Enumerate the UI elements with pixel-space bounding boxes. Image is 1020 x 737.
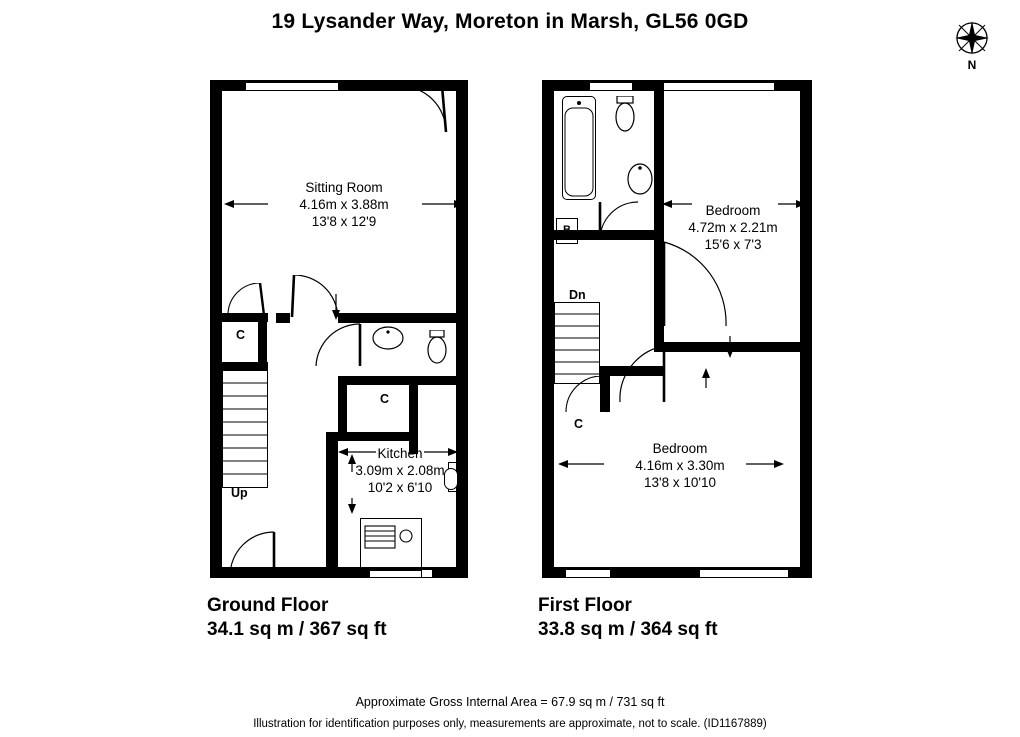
ff-room-bedroom-1 <box>648 202 818 253</box>
page-title: 19 Lysander Way, Moreton in Marsh, GL56 0GD <box>271 10 749 33</box>
ff-window-top-left <box>590 82 632 91</box>
gf-counter <box>362 570 422 578</box>
gf-door-wc <box>314 322 364 366</box>
gross-area-note: Approximate Gross Internal Area = 67.9 sq m / 731 sq ft <box>355 695 665 709</box>
compass-north-label: N <box>967 58 977 72</box>
ground-floor-name: Ground Floor <box>207 595 329 616</box>
ff-window-bottom-right <box>700 569 788 578</box>
gf-wall-wc-bottom <box>338 376 468 385</box>
ff-stairs-down-label: Dn <box>569 288 586 302</box>
first-floor-caption <box>538 594 718 642</box>
ff-door-bedroom1 <box>660 240 730 332</box>
ff-room-bedroom-2 <box>595 440 765 491</box>
gf-cupboard-label: C <box>236 328 246 342</box>
ff-bedroom2-metric: 4.16m x 3.30m <box>635 458 725 473</box>
gf-room-kitchen <box>330 445 470 496</box>
ff-bedroom1-imperial: 15'6 x 7'3 <box>704 237 762 252</box>
gf-dim-sitting-vertical <box>330 270 342 324</box>
gf-wall-c2-right <box>409 376 418 432</box>
ff-wall-right <box>800 80 812 578</box>
ff-dim-bedroom2-vertical <box>700 364 712 390</box>
gf-back-door <box>228 530 294 578</box>
ff-bedroom2-imperial: 13'8 x 10'10 <box>644 475 716 490</box>
gf-stairs-up-label: Up <box>231 486 248 500</box>
gf-wall-kitchen-top <box>326 432 418 441</box>
gf-kitchen-metric: 3.09m x 2.08m <box>355 463 445 478</box>
gf-stair-treads <box>222 370 268 488</box>
gf-sink-icon <box>362 520 420 568</box>
gf-wall-wc-left <box>338 376 347 432</box>
ff-bedroom1-name: Bedroom <box>705 203 761 218</box>
gf-window-top <box>246 82 338 91</box>
gf-cupboard-door <box>226 283 268 317</box>
gf-basin-icon <box>372 326 404 350</box>
disclaimer-note: Illustration for identification purposes only, measurements are approximate, not to scale. (ID1167889) <box>253 718 767 730</box>
ff-bedroom2-name: Bedroom <box>652 441 708 456</box>
ff-window-bottom-left <box>566 569 610 578</box>
ground-floor-caption <box>207 594 387 642</box>
gf-wall-left <box>210 80 222 578</box>
gf-kitchen-imperial: 10'2 x 6'10 <box>367 480 433 495</box>
gf-sitting-metric: 4.16m x 3.88m <box>299 197 389 212</box>
gf-room-sitting-room <box>259 179 429 230</box>
ff-door-bedroom2 <box>616 344 668 406</box>
compass-rose-icon <box>948 18 996 60</box>
gf-cupboard-bottom-wall <box>222 362 268 370</box>
ff-cupboard-door <box>564 376 612 414</box>
ff-window-top-right <box>664 82 774 91</box>
gf-front-door <box>398 84 468 134</box>
gf-cupboard-right-wall <box>258 313 267 369</box>
ff-dim-bedroom1-vertical <box>724 332 736 362</box>
ff-wall-left <box>542 80 554 578</box>
first-floor-name: First Floor <box>538 595 632 616</box>
gf-cupboard2-label: C <box>380 392 390 406</box>
gf-sitting-imperial: 13'8 x 12'9 <box>311 214 377 229</box>
ff-wall-landing-bottom-b <box>700 342 812 352</box>
ff-cupboard-label: C <box>574 417 584 431</box>
gf-kitchen-name: Kitchen <box>377 446 423 461</box>
ff-toilet-icon <box>612 96 638 134</box>
first-floor-area: 33.8 sq m / 364 sq ft <box>538 619 718 640</box>
ff-bedroom1-metric: 4.72m x 2.21m <box>688 220 778 235</box>
ff-stair-treads <box>554 302 600 384</box>
ff-basin-icon <box>626 160 654 196</box>
ground-floor-area: 34.1 sq m / 367 sq ft <box>207 619 387 640</box>
ff-bathtub-inner <box>562 96 596 200</box>
compass-rose <box>948 18 996 74</box>
gf-toilet-icon <box>424 330 450 366</box>
ff-boiler-label: B <box>563 224 571 236</box>
ff-door-bathroom <box>596 200 640 242</box>
gf-sitting-name: Sitting Room <box>305 180 383 195</box>
gf-wall-right <box>456 80 468 578</box>
